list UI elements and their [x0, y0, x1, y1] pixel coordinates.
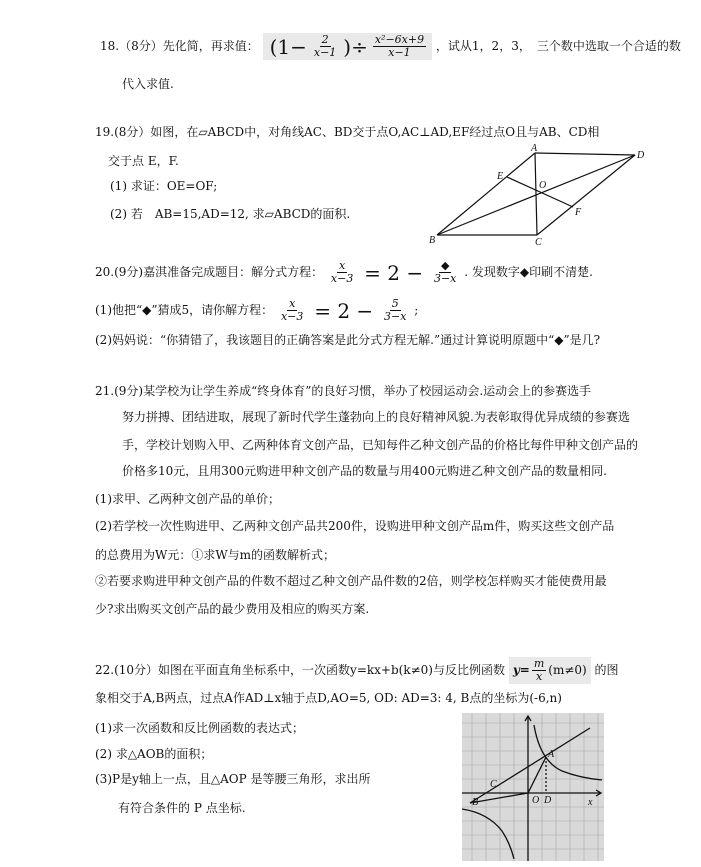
q20-intro-tail: . 发现数字◆印刷不清楚. [464, 265, 593, 279]
q19-line1: 19.(8分）如图，在▱ABCD中，对角线AC、BD交于点O,AC⊥AD,EF经过点O且与AB、CD相 [95, 125, 600, 139]
fig19-label-e: E [497, 171, 504, 182]
q18-expression: (1− $\frac{2}{x-1}$ )÷ $\frac{\text{x²−6x+9}}{x-1}$ [263, 33, 433, 60]
q21-part1: (1)求甲、乙两种文创产品的单价； [95, 492, 280, 506]
fig19-label-d: D [637, 150, 645, 161]
fig19-label-a: A [531, 143, 538, 154]
fig22-label-x: x [588, 797, 593, 808]
coordinate-figure [462, 713, 604, 861]
q22-inverse-function: y= $\frac{m}{x}$ (m≠0) [509, 657, 591, 684]
q20-eq1-middle: = 2 − [364, 260, 424, 285]
q18-line1 [100, 33, 681, 60]
q20-eq1-rhs: $\frac{◆}{3-x}$ [433, 259, 457, 285]
q18-intro: 18.（8分）先化简，再求值： [100, 39, 259, 53]
q21-part2d: 少?求出购买文创产品的最少费用及相应的购买方案. [95, 602, 370, 616]
q18-fraction-1: $\frac{2}{x-1}$ [313, 33, 337, 59]
q21-line3: 手，学校计划购入甲、乙两种体育文创产品，已知每件乙种文创产品的价格比每件甲种文创产品的 [122, 438, 639, 452]
q22-part3a: (3)P是y轴上一点，且△AOP 是等腰三角形，求出所 [95, 772, 371, 786]
fig19-label-b: B [429, 235, 436, 246]
q21-part2b: 的总费用为W元：①求W与m的函数解析式； [95, 548, 336, 562]
q22-line1: 22.(10分）如图在平面直角坐标系中，一次函数y=kx+b(k≠0)与反比例函数 y= $\frac{m}{x}$ (m≠0) 的图 [95, 657, 619, 683]
q20-part2: (2)妈妈说：“你猜错了，我该题目的正确答案是此分式方程无解.”通过计算说明原题中“◆”是几? [95, 333, 601, 347]
q20-eq1-lhs: $\frac{x}{x-3}$ [330, 259, 354, 285]
q22-part3b: 有符合条件的 P 点坐标. [118, 801, 246, 815]
q21-line4: 价格多10元，且用300元购进甲种文创产品的数量与用400元购进乙种文创产品的数量相同. [122, 464, 607, 478]
q19-line2: 交于点 E，F. [108, 154, 179, 168]
q19-part1: (1) 求证：OE=OF; [110, 179, 218, 193]
q21-part2a: (2)若学校一次性购进甲、乙两种文创产品共200件，设购进甲种文创产品m件，购买这些文创产品 [95, 519, 615, 533]
q20-eq2-middle: = 2 − [314, 298, 374, 323]
fig22-label-a: A [548, 749, 555, 760]
q20-line1 [95, 260, 593, 285]
parallelogram-figure [425, 143, 660, 248]
fig19-label-o: O [539, 180, 547, 191]
q18-fraction-2: $\frac{\text{x²−6x+9}}{x-1}$ [374, 33, 425, 59]
fig19-label-c: C [535, 237, 542, 248]
fig22-label-d: D [544, 795, 552, 806]
fig22-label-o: O [532, 795, 540, 806]
q20-intro: 20.(9分)嘉淇准备完成题目：解分式方程： [95, 265, 324, 279]
fig22-label-c: C [490, 779, 497, 790]
q18-tail: ，试从1，2，3， 三个数中选取一个合适的数 [435, 39, 681, 53]
fig19-label-f: F [575, 207, 582, 218]
q22-line2: 象相交于A,B两点，过点A作AD⊥x轴于点D,AO=5, OD: AD=3: 4, B点的坐标为(-6,n) [95, 691, 562, 705]
q21-line1: 21.(9分)某学校为让学生养成“终身体育”的良好习惯，举办了校园运动会.运动会上的参赛选手 [95, 384, 592, 398]
q19-part2: (2) 若 AB=15,AD=12, 求▱ABCD的面积. [110, 207, 351, 221]
q21-line2: 努力拼搏、团结进取，展现了新时代学生蓬勃向上的良好精神风貌.为表彰取得优异成绩的参赛选 [122, 410, 630, 424]
q18-line2: 代入求值. [122, 77, 174, 91]
q20-eq2-rhs: $\frac{5}{3-x}$ [384, 297, 407, 323]
q22-part1: (1)求一次函数和反比例函数的表达式； [95, 721, 304, 735]
fig22-label-b: B [472, 797, 479, 808]
q20-eq2-lhs: $\frac{x}{x-3}$ [280, 297, 304, 323]
q21-part2c: ②若要求购进甲种文创产品的件数不超过乙种文创产品件数的2倍，则学校怎样购买才能使费用最 [95, 574, 607, 588]
q20-part1: (1)他把“◆”猜成5，请你解方程： $\frac{x}{x-3}$ = 2 − $\frac{5}{3-x}$ ; [95, 297, 419, 323]
q22-part2: (2) 求△AOB的面积； [95, 747, 213, 761]
